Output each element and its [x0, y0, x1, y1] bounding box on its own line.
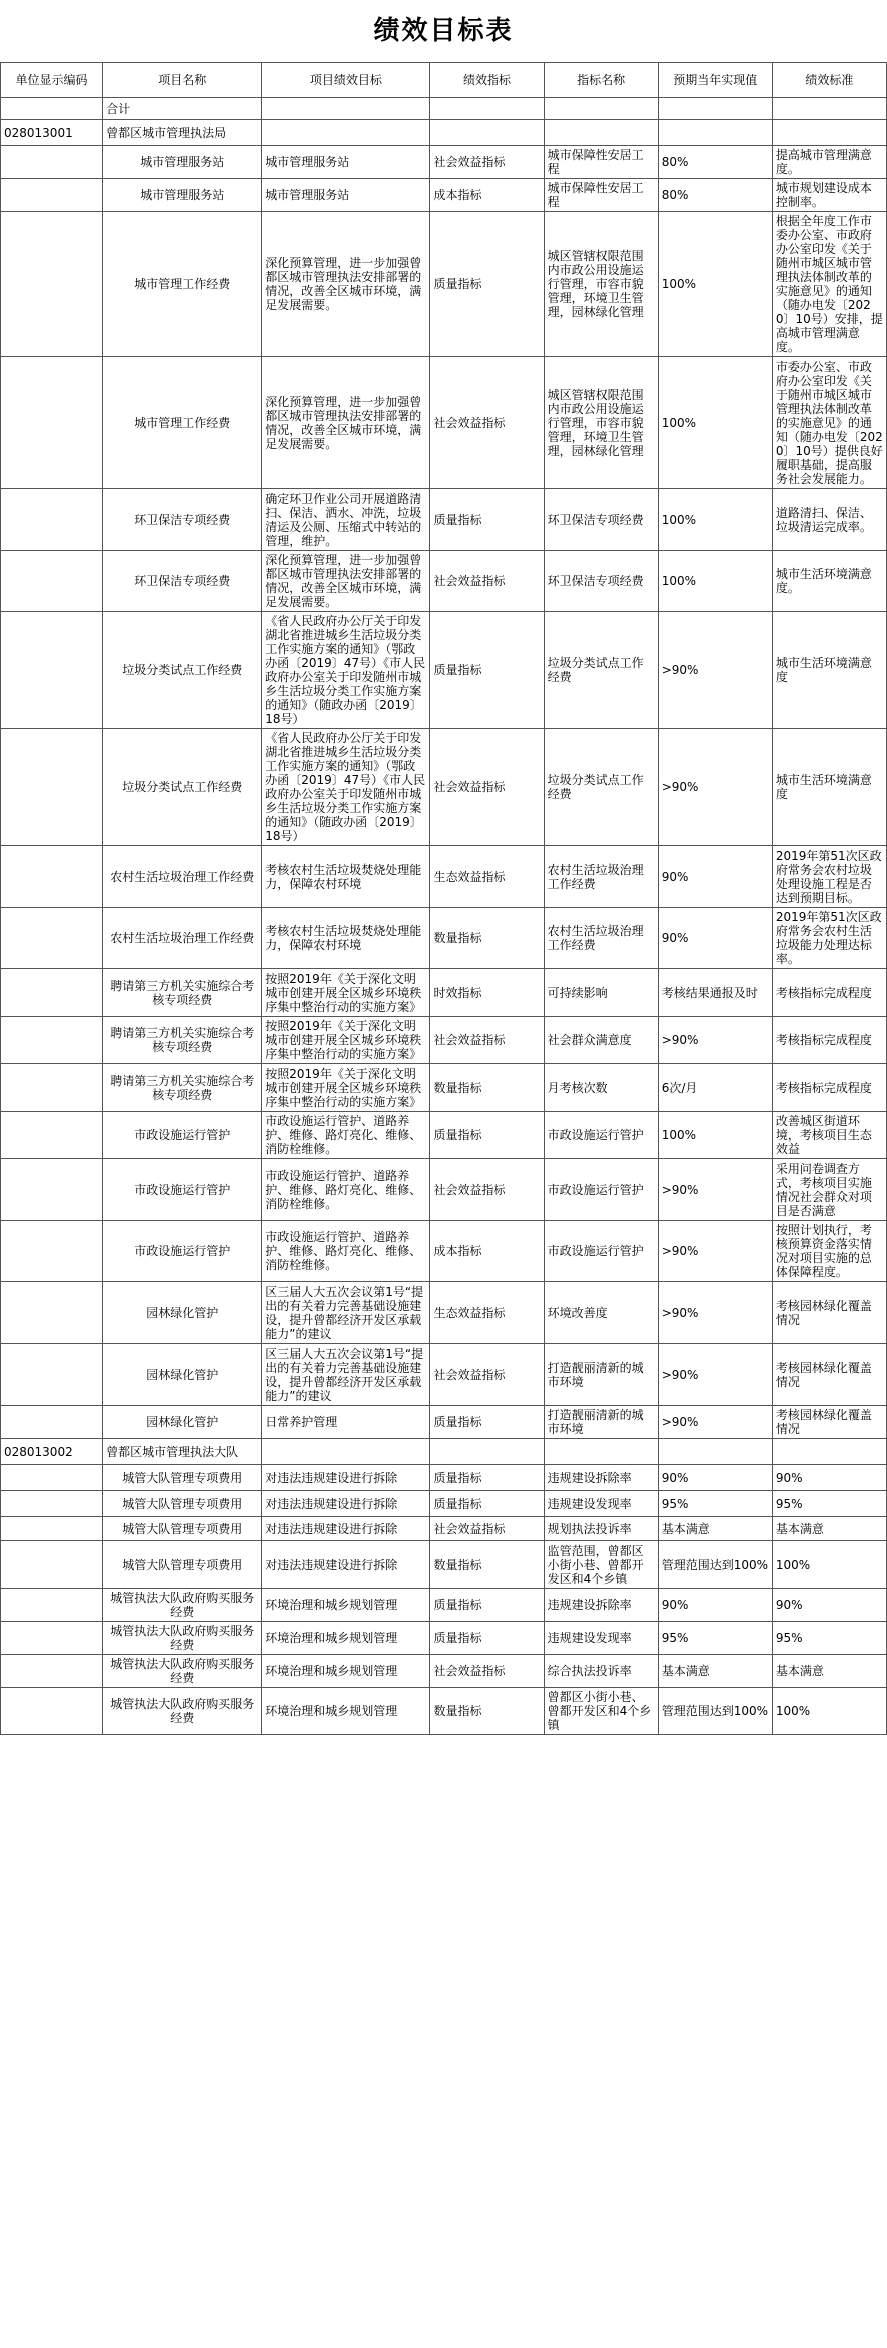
- cell-expected-value: 90%: [658, 846, 772, 908]
- cell-expected-value: >90%: [658, 1221, 772, 1282]
- cell-project-name: 市政设施运行管护: [103, 1112, 262, 1159]
- header-metric-name: 指标名称: [544, 63, 658, 98]
- cell-kpi: 社会效益指标: [430, 1517, 544, 1541]
- cell-unit-code: [1, 846, 103, 908]
- cell-project-goal: 考核农村生活垃圾焚烧处理能力，保障农村环境: [262, 908, 430, 969]
- cell-kpi: [430, 120, 544, 146]
- table-row: [1, 612, 887, 729]
- cell-kpi: 质量指标: [430, 212, 544, 357]
- cell-kpi: 质量指标: [430, 1406, 544, 1439]
- cell-standard: 90%: [772, 1589, 886, 1622]
- cell-project-name: 城管大队管理专项费用: [103, 1517, 262, 1541]
- cell-unit-code: [1, 1406, 103, 1439]
- cell-unit-code: [1, 1159, 103, 1221]
- cell-unit-code: [1, 969, 103, 1017]
- cell-metric-name: 农村生活垃圾治理工作经费: [544, 846, 658, 908]
- cell-project-goal: 市政设施运行管护、道路养护、维修、路灯亮化、维修、消防栓维修。: [262, 1221, 430, 1282]
- cell-metric-name: [544, 1439, 658, 1465]
- cell-project-name: 合计: [103, 98, 262, 120]
- cell-project-goal: 深化预算管理，进一步加强曾都区城市管理执法安排部署的情况，改善全区城市环境，满足发展需要。: [262, 551, 430, 612]
- cell-standard: 按照计划执行，考核预算资金落实情况对项目实施的总体保障程度。: [772, 1221, 886, 1282]
- cell-metric-name: 规划执法投诉率: [544, 1517, 658, 1541]
- cell-project-name: 环卫保洁专项经费: [103, 551, 262, 612]
- cell-standard: 提高城市管理满意度。: [772, 146, 886, 179]
- cell-unit-code: [1, 1112, 103, 1159]
- cell-kpi: 生态效益指标: [430, 846, 544, 908]
- header-expected-value: 预期当年实现值: [658, 63, 772, 98]
- cell-project-goal: [262, 98, 430, 120]
- cell-project-name: 城市管理工作经费: [103, 212, 262, 357]
- cell-standard: 采用问卷调查方式，考核项目实施情况社会群众对项目是否满意: [772, 1159, 886, 1221]
- cell-standard: 城市生活环境满意度: [772, 612, 886, 729]
- cell-project-goal: 市政设施运行管护、道路养护、维修、路灯亮化、维修、消防栓维修。: [262, 1159, 430, 1221]
- cell-kpi: 质量指标: [430, 1622, 544, 1655]
- table-row: [1, 969, 887, 1017]
- cell-expected-value: 80%: [658, 146, 772, 179]
- cell-standard: 90%: [772, 1465, 886, 1491]
- table-row: [1, 551, 887, 612]
- table-row: [1, 1112, 887, 1159]
- table-row: [1, 212, 887, 357]
- cell-expected-value: >90%: [658, 1406, 772, 1439]
- header-standard: 绩效标准: [772, 63, 886, 98]
- cell-standard: 100%: [772, 1688, 886, 1735]
- cell-project-name: 环卫保洁专项经费: [103, 489, 262, 551]
- cell-standard: 考核指标完成程度: [772, 969, 886, 1017]
- cell-expected-value: >90%: [658, 612, 772, 729]
- cell-standard: 基本满意: [772, 1517, 886, 1541]
- cell-unit-code: [1, 1622, 103, 1655]
- cell-metric-name: 城市保障性安居工程: [544, 146, 658, 179]
- cell-unit-code: [1, 98, 103, 120]
- cell-expected-value: 基本满意: [658, 1655, 772, 1688]
- cell-standard: 考核园林绿化覆盖情况: [772, 1282, 886, 1344]
- cell-metric-name: 曾都区小街小巷、曾都开发区和4个乡镇: [544, 1688, 658, 1735]
- cell-project-goal: 区三届人大五次会议第1号“提出的有关着力完善基础设施建设，提升曾都经济开发区承载能力”的建议: [262, 1344, 430, 1406]
- table-row: [1, 1282, 887, 1344]
- cell-project-goal: 《省人民政府办公厅关于印发湖北省推进城乡生活垃圾分类工作实施方案的通知》（鄂政办函〔2019〕47号）《市人民政府办公室关于印发随州市城乡生活垃圾分类工作实施方案的通知》（随政办函〔2019〕18号）: [262, 729, 430, 846]
- cell-metric-name: 监管范围，曾都区小街小巷、曾都开发区和4个乡镇: [544, 1541, 658, 1589]
- table-row: [1, 1589, 887, 1622]
- cell-metric-name: 社会群众满意度: [544, 1017, 658, 1064]
- cell-project-goal: 城市管理服务站: [262, 179, 430, 212]
- cell-standard: 95%: [772, 1491, 886, 1517]
- cell-project-goal: 深化预算管理，进一步加强曾都区城市管理执法安排部署的情况，改善全区城市环境，满足发展需要。: [262, 357, 430, 489]
- cell-expected-value: >90%: [658, 729, 772, 846]
- cell-kpi: 时效指标: [430, 969, 544, 1017]
- cell-kpi: 社会效益指标: [430, 1017, 544, 1064]
- table-header-row: [1, 63, 887, 98]
- table-row: [1, 1064, 887, 1112]
- cell-project-name: 城市管理服务站: [103, 146, 262, 179]
- cell-project-name: 城市管理工作经费: [103, 357, 262, 489]
- cell-expected-value: 100%: [658, 1112, 772, 1159]
- cell-expected-value: >90%: [658, 1017, 772, 1064]
- cell-project-goal: 日常养护管理: [262, 1406, 430, 1439]
- cell-project-goal: 对违法违规建设进行拆除: [262, 1465, 430, 1491]
- cell-kpi: 成本指标: [430, 1221, 544, 1282]
- cell-metric-name: [544, 120, 658, 146]
- table-row: [1, 1159, 887, 1221]
- cell-project-goal: 对违法违规建设进行拆除: [262, 1491, 430, 1517]
- table-row: [1, 1465, 887, 1491]
- cell-kpi: 社会效益指标: [430, 729, 544, 846]
- total-row: [1, 98, 887, 120]
- table-row: [1, 1688, 887, 1735]
- cell-unit-code: [1, 146, 103, 179]
- cell-kpi: 质量指标: [430, 1589, 544, 1622]
- cell-metric-name: 违规建设拆除率: [544, 1589, 658, 1622]
- cell-kpi: 社会效益指标: [430, 146, 544, 179]
- cell-expected-value: 90%: [658, 1465, 772, 1491]
- cell-expected-value: >90%: [658, 1159, 772, 1221]
- cell-metric-name: 环卫保洁专项经费: [544, 551, 658, 612]
- cell-unit-code: 028013001: [1, 120, 103, 146]
- cell-project-goal: 按照2019年《关于深化文明城市创建开展全区城乡环境秩序集中整治行动的实施方案》: [262, 969, 430, 1017]
- cell-kpi: 数量指标: [430, 1064, 544, 1112]
- table-row: [1, 1655, 887, 1688]
- cell-project-name: 城管执法大队政府购买服务经费: [103, 1589, 262, 1622]
- cell-standard: 道路清扫、保洁、垃圾清运完成率。: [772, 489, 886, 551]
- cell-kpi: [430, 1439, 544, 1465]
- cell-metric-name: 环境改善度: [544, 1282, 658, 1344]
- cell-project-goal: [262, 120, 430, 146]
- cell-kpi: 质量指标: [430, 489, 544, 551]
- table-row: [1, 729, 887, 846]
- cell-standard: 100%: [772, 1541, 886, 1589]
- header-unit-code: 单位显示编码: [1, 63, 103, 98]
- cell-metric-name: 市政设施运行管护: [544, 1112, 658, 1159]
- cell-project-goal: 城市管理服务站: [262, 146, 430, 179]
- cell-unit-code: [1, 729, 103, 846]
- department-row: [1, 1439, 887, 1465]
- cell-expected-value: [658, 1439, 772, 1465]
- cell-kpi: 数量指标: [430, 1541, 544, 1589]
- cell-metric-name: 市政设施运行管护: [544, 1221, 658, 1282]
- cell-unit-code: [1, 1221, 103, 1282]
- cell-metric-name: 月考核次数: [544, 1064, 658, 1112]
- cell-unit-code: [1, 1017, 103, 1064]
- cell-unit-code: 028013002: [1, 1439, 103, 1465]
- cell-metric-name: 可持续影响: [544, 969, 658, 1017]
- cell-expected-value: 80%: [658, 179, 772, 212]
- cell-unit-code: [1, 179, 103, 212]
- cell-expected-value: 95%: [658, 1491, 772, 1517]
- cell-kpi: 数量指标: [430, 908, 544, 969]
- page-title: 绩效目标表: [373, 16, 514, 46]
- cell-standard: 考核指标完成程度: [772, 1017, 886, 1064]
- cell-unit-code: [1, 1344, 103, 1406]
- cell-kpi: [430, 98, 544, 120]
- cell-project-name: 城管执法大队政府购买服务经费: [103, 1688, 262, 1735]
- cell-standard: 市委办公室、市政府办公室印发《关于随州市城区城市管理执法体制改革的实施意见》的通知（随办电发〔2020〕10号）提供良好履职基础，提高服务社会发展能力。: [772, 357, 886, 489]
- cell-expected-value: [658, 98, 772, 120]
- cell-standard: 城市规划建设成本控制率。: [772, 179, 886, 212]
- cell-metric-name: [544, 98, 658, 120]
- table-row: [1, 1491, 887, 1517]
- table-body: [1, 98, 887, 1735]
- cell-metric-name: 城区管辖权限范围内市政公用设施运行管理，市容市貌管理，环境卫生管理，园林绿化管理: [544, 357, 658, 489]
- cell-project-name: 城管执法大队政府购买服务经费: [103, 1655, 262, 1688]
- cell-standard: 考核园林绿化覆盖情况: [772, 1344, 886, 1406]
- cell-project-name: 城管大队管理专项费用: [103, 1491, 262, 1517]
- cell-project-goal: 环境治理和城乡规划管理: [262, 1655, 430, 1688]
- table-row: [1, 1406, 887, 1439]
- cell-project-goal: 对违法违规建设进行拆除: [262, 1541, 430, 1589]
- cell-project-name: 城市管理服务站: [103, 179, 262, 212]
- cell-unit-code: [1, 1541, 103, 1589]
- cell-unit-code: [1, 489, 103, 551]
- table-row: [1, 489, 887, 551]
- cell-project-name: 垃圾分类试点工作经费: [103, 729, 262, 846]
- cell-project-name: 聘请第三方机关实施综合考核专项经费: [103, 969, 262, 1017]
- cell-metric-name: 打造靓丽清新的城市环境: [544, 1344, 658, 1406]
- cell-unit-code: [1, 551, 103, 612]
- table-row: [1, 1541, 887, 1589]
- table-row: [1, 146, 887, 179]
- cell-expected-value: 90%: [658, 1589, 772, 1622]
- cell-metric-name: 城市保障性安居工程: [544, 179, 658, 212]
- cell-expected-value: 6次/月: [658, 1064, 772, 1112]
- cell-project-name: 市政设施运行管护: [103, 1221, 262, 1282]
- cell-expected-value: 100%: [658, 551, 772, 612]
- cell-unit-code: [1, 1688, 103, 1735]
- cell-standard: [772, 120, 886, 146]
- cell-expected-value: 100%: [658, 357, 772, 489]
- cell-project-name: 曾都区城市管理执法局: [103, 120, 262, 146]
- cell-expected-value: 100%: [658, 489, 772, 551]
- cell-standard: 2019年第51次区政府常务会农村垃圾处理设施工程是否达到预期目标。: [772, 846, 886, 908]
- cell-expected-value: 管理范围达到100%: [658, 1541, 772, 1589]
- cell-project-goal: 区三届人大五次会议第1号“提出的有关着力完善基础设施建设，提升曾都经济开发区承载能力”的建议: [262, 1282, 430, 1344]
- cell-metric-name: 违规建设拆除率: [544, 1465, 658, 1491]
- cell-project-name: 垃圾分类试点工作经费: [103, 612, 262, 729]
- cell-standard: 根据全年度工作市委办公室、市政府办公室印发《关于随州市城区城市管理执法体制改革的实施意见》的通知（随办电发〔2020〕10号）安排，提高城市管理满意度。: [772, 212, 886, 357]
- cell-unit-code: [1, 1064, 103, 1112]
- cell-kpi: 数量指标: [430, 1688, 544, 1735]
- cell-project-name: 农村生活垃圾治理工作经费: [103, 846, 262, 908]
- cell-project-goal: [262, 1439, 430, 1465]
- cell-unit-code: [1, 212, 103, 357]
- cell-metric-name: 市政设施运行管护: [544, 1159, 658, 1221]
- cell-expected-value: >90%: [658, 1344, 772, 1406]
- cell-project-goal: 环境治理和城乡规划管理: [262, 1622, 430, 1655]
- cell-metric-name: 环卫保洁专项经费: [544, 489, 658, 551]
- cell-project-goal: 考核农村生活垃圾焚烧处理能力，保障农村环境: [262, 846, 430, 908]
- performance-target-table: [0, 62, 887, 1735]
- table-row: [1, 1221, 887, 1282]
- cell-project-goal: 《省人民政府办公厅关于印发湖北省推进城乡生活垃圾分类工作实施方案的通知》（鄂政办函〔2019〕47号）《市人民政府办公室关于印发随州市城乡生活垃圾分类工作实施方案的通知》（随政办函〔2019〕18号）: [262, 612, 430, 729]
- cell-metric-name: 违规建设发现率: [544, 1622, 658, 1655]
- cell-unit-code: [1, 1282, 103, 1344]
- cell-project-name: 城管大队管理专项费用: [103, 1541, 262, 1589]
- cell-metric-name: 综合执法投诉率: [544, 1655, 658, 1688]
- cell-kpi: 社会效益指标: [430, 357, 544, 489]
- table-row: [1, 179, 887, 212]
- cell-project-goal: 市政设施运行管护、道路养护、维修、路灯亮化、维修、消防栓维修。: [262, 1112, 430, 1159]
- cell-unit-code: [1, 1655, 103, 1688]
- cell-unit-code: [1, 1491, 103, 1517]
- cell-project-goal: 深化预算管理，进一步加强曾都区城市管理执法安排部署的情况，改善全区城市环境，满足发展需要。: [262, 212, 430, 357]
- cell-expected-value: 100%: [658, 212, 772, 357]
- header-project-name: 项目名称: [103, 63, 262, 98]
- table-row: [1, 1517, 887, 1541]
- cell-unit-code: [1, 612, 103, 729]
- cell-project-name: 园林绿化管护: [103, 1282, 262, 1344]
- cell-project-name: 城管执法大队政府购买服务经费: [103, 1622, 262, 1655]
- table-row: [1, 1622, 887, 1655]
- table-row: [1, 908, 887, 969]
- table-row: [1, 1344, 887, 1406]
- cell-project-goal: 按照2019年《关于深化文明城市创建开展全区城乡环境秩序集中整治行动的实施方案》: [262, 1017, 430, 1064]
- cell-standard: 城市生活环境满意度: [772, 729, 886, 846]
- cell-expected-value: 管理范围达到100%: [658, 1688, 772, 1735]
- cell-metric-name: 违规建设发现率: [544, 1491, 658, 1517]
- cell-metric-name: 农村生活垃圾治理工作经费: [544, 908, 658, 969]
- cell-kpi: 质量指标: [430, 1465, 544, 1491]
- cell-project-name: 聘请第三方机关实施综合考核专项经费: [103, 1017, 262, 1064]
- cell-unit-code: [1, 908, 103, 969]
- cell-unit-code: [1, 357, 103, 489]
- cell-standard: [772, 1439, 886, 1465]
- cell-project-name: 市政设施运行管护: [103, 1159, 262, 1221]
- cell-standard: 考核指标完成程度: [772, 1064, 886, 1112]
- table-row: [1, 357, 887, 489]
- cell-standard: 2019年第51次区政府常务会农村生活垃圾能力处理达标率。: [772, 908, 886, 969]
- table-row: [1, 846, 887, 908]
- cell-standard: 考核园林绿化覆盖情况: [772, 1406, 886, 1439]
- cell-expected-value: [658, 120, 772, 146]
- cell-standard: 城市生活环境满意度。: [772, 551, 886, 612]
- cell-kpi: 社会效益指标: [430, 1655, 544, 1688]
- cell-metric-name: 垃圾分类试点工作经费: [544, 612, 658, 729]
- cell-kpi: 质量指标: [430, 612, 544, 729]
- cell-expected-value: 基本满意: [658, 1517, 772, 1541]
- header-kpi: 绩效指标: [430, 63, 544, 98]
- cell-metric-name: 打造靓丽清新的城市环境: [544, 1406, 658, 1439]
- cell-project-name: 曾都区城市管理执法大队: [103, 1439, 262, 1465]
- cell-project-goal: 按照2019年《关于深化文明城市创建开展全区城乡环境秩序集中整治行动的实施方案》: [262, 1064, 430, 1112]
- cell-project-name: 聘请第三方机关实施综合考核专项经费: [103, 1064, 262, 1112]
- cell-unit-code: [1, 1589, 103, 1622]
- cell-project-name: 城管大队管理专项费用: [103, 1465, 262, 1491]
- cell-project-goal: 确定环卫作业公司开展道路清扫、保洁、洒水、冲洗，垃圾清运及公厕、压缩式中转站的管理，维护。: [262, 489, 430, 551]
- cell-project-name: 农村生活垃圾治理工作经费: [103, 908, 262, 969]
- cell-metric-name: 垃圾分类试点工作经费: [544, 729, 658, 846]
- cell-standard: 改善城区街道环境，考核项目生态效益: [772, 1112, 886, 1159]
- department-row: [1, 120, 887, 146]
- cell-standard: [772, 98, 886, 120]
- cell-metric-name: 城区管辖权限范围内市政公用设施运行管理，市容市貌管理，环境卫生管理，园林绿化管理: [544, 212, 658, 357]
- cell-kpi: 社会效益指标: [430, 1159, 544, 1221]
- cell-standard: 95%: [772, 1622, 886, 1655]
- cell-unit-code: [1, 1517, 103, 1541]
- cell-expected-value: 95%: [658, 1622, 772, 1655]
- cell-project-name: 园林绿化管护: [103, 1406, 262, 1439]
- cell-kpi: 社会效益指标: [430, 1344, 544, 1406]
- table-row: [1, 1017, 887, 1064]
- cell-expected-value: >90%: [658, 1282, 772, 1344]
- cell-kpi: 成本指标: [430, 179, 544, 212]
- cell-project-goal: 环境治理和城乡规划管理: [262, 1589, 430, 1622]
- cell-project-name: 园林绿化管护: [103, 1344, 262, 1406]
- cell-expected-value: 90%: [658, 908, 772, 969]
- header-project-goal: 项目绩效目标: [262, 63, 430, 98]
- cell-kpi: 质量指标: [430, 1491, 544, 1517]
- cell-project-goal: 对违法违规建设进行拆除: [262, 1517, 430, 1541]
- cell-project-goal: 环境治理和城乡规划管理: [262, 1688, 430, 1735]
- cell-unit-code: [1, 1465, 103, 1491]
- cell-kpi: 社会效益指标: [430, 551, 544, 612]
- cell-standard: 基本满意: [772, 1655, 886, 1688]
- cell-kpi: 质量指标: [430, 1112, 544, 1159]
- cell-kpi: 生态效益指标: [430, 1282, 544, 1344]
- cell-expected-value: 考核结果通报及时: [658, 969, 772, 1017]
